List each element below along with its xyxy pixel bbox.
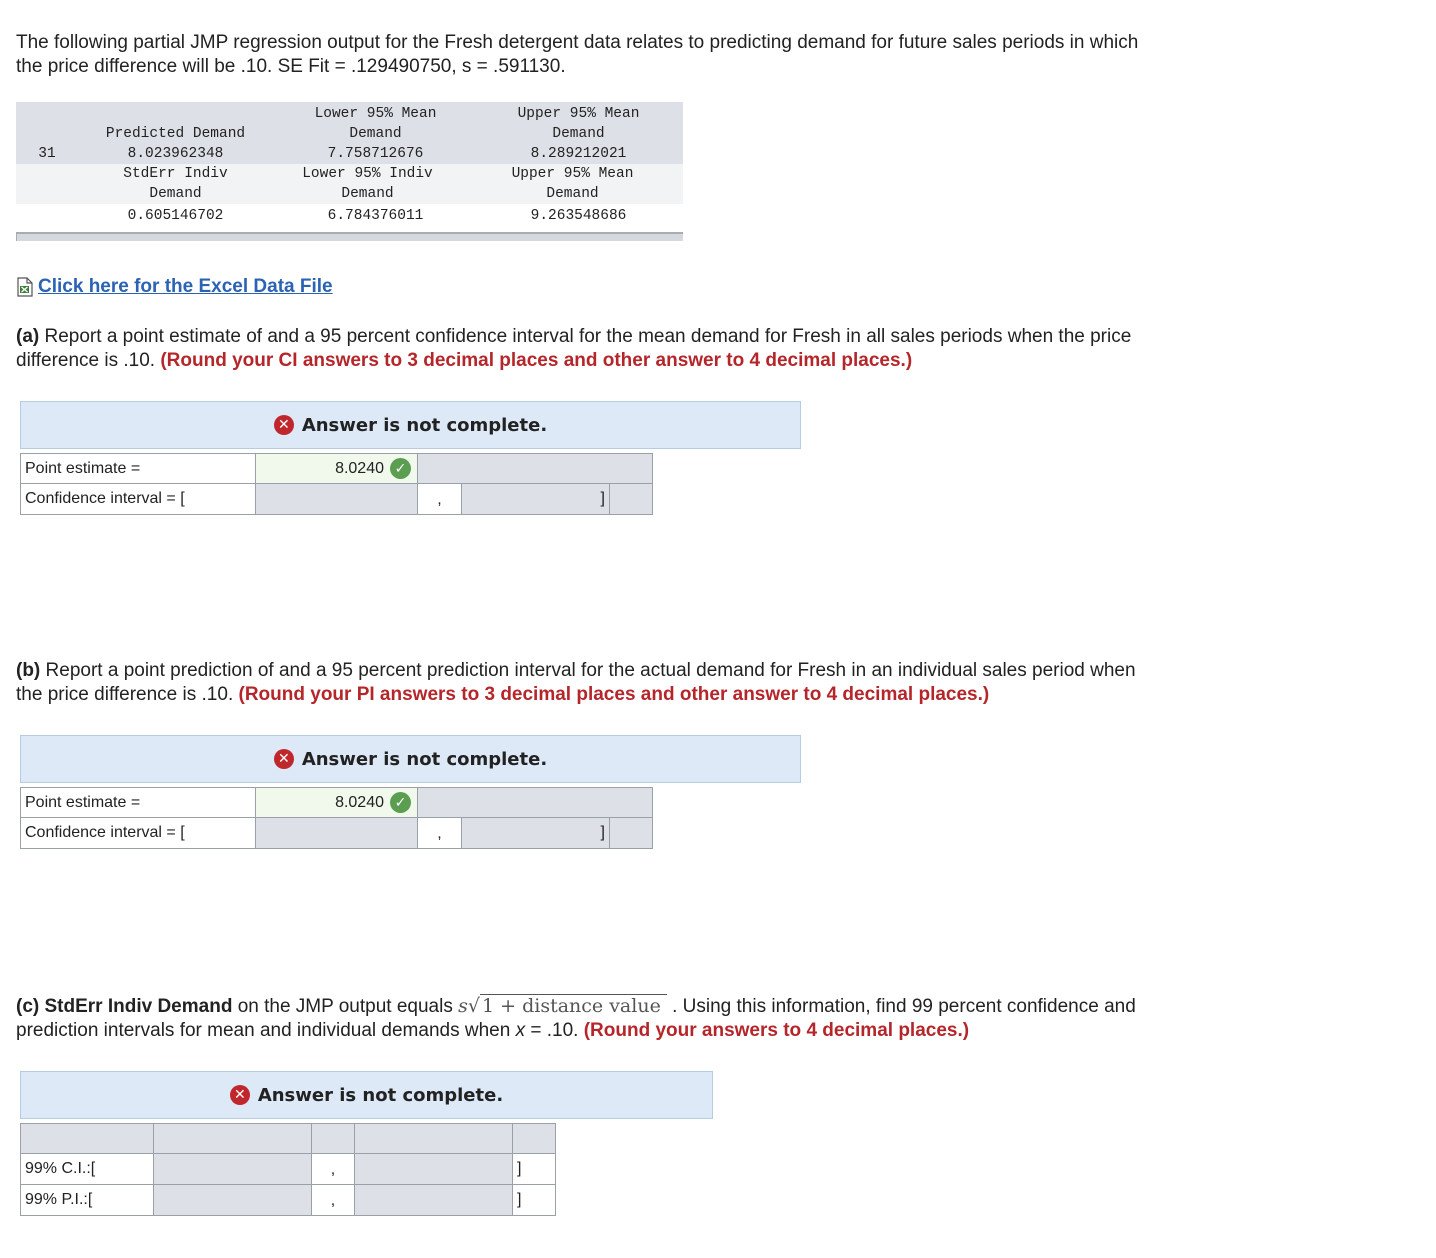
part-c-tag: (c) StdErr Indiv Demand	[16, 996, 233, 1017]
part-b-line-1: Report a point prediction of and a 95 percent prediction interval for the actual demand for Fresh in an individual sales period when	[40, 660, 1136, 681]
jmp-h-se-1: StdErr Indiv	[123, 166, 228, 182]
part-b-ci-row	[20, 818, 653, 849]
part-c-line-2a: prediction intervals for mean and individual demands when	[16, 1020, 516, 1041]
part-c-banner-text: Answer is not complete.	[257, 1084, 504, 1106]
check-icon: ✓	[390, 458, 411, 479]
jmp-v-upper-indiv: 9.263548686	[530, 208, 627, 224]
excel-data-link[interactable]	[16, 276, 333, 298]
part-a-ci-label: Confidence interval = [	[20, 484, 256, 515]
part-a-empty-cell	[418, 453, 653, 484]
jmp-h-lower-mean-2: Demand	[349, 126, 402, 142]
part-c-ci-row	[20, 1154, 556, 1185]
part-a-ci-close: ]	[600, 490, 605, 507]
excel-link-label[interactable]: Click here for the Excel Data File	[38, 276, 333, 297]
jmp-indiv-value-row	[16, 204, 683, 232]
part-c-round: (Round your answers to 4 decimal places.)	[583, 1020, 970, 1041]
part-c-line-2b: = .10.	[525, 1020, 584, 1041]
part-a-round: (Round your CI answers to 3 decimal places and other answer to 4 decimal places.)	[160, 350, 913, 371]
jmp-v-lower-indiv: 6.784376011	[327, 208, 424, 224]
part-c-pi-label: 99% P.I.:[	[20, 1185, 154, 1216]
jmp-v-lower-mean: 7.758712676	[327, 146, 424, 162]
jmp-v-upper-mean: 8.289212021	[530, 146, 627, 162]
part-c-header-cell-4	[355, 1123, 513, 1154]
part-b-status-banner	[20, 735, 801, 783]
part-a-line-1: Report a point estimate of and a 95 percent confidence interval for the mean demand for Fresh in all sales periods when the price	[39, 326, 1132, 347]
check-icon: ✓	[390, 792, 411, 813]
part-b-point-row	[20, 787, 653, 818]
error-x-icon: ✕	[274, 749, 294, 769]
part-c-pi-comma: ,	[312, 1185, 355, 1216]
jmp-row-id: 31	[38, 146, 56, 162]
intro-line-1: The following partial JMP regression output for the Fresh detergent data relates to predicting demand for future sales periods in which	[16, 32, 1139, 53]
intro-text	[16, 31, 1138, 79]
part-a-ci-spare-cell	[610, 484, 653, 515]
formula-s: s	[458, 995, 468, 1017]
part-a-point-value: 8.0240	[335, 459, 384, 477]
jmp-h-lower-mean-1: Lower 95% Mean	[314, 106, 437, 122]
part-a-tag: (a)	[16, 326, 40, 347]
part-a-ci-row	[20, 484, 653, 515]
part-b-ci-lower-input[interactable]	[256, 818, 418, 849]
jmp-indiv-header-row	[16, 164, 683, 204]
part-c-pi-close: ]	[513, 1185, 556, 1216]
part-c-header-cell-5	[513, 1123, 556, 1154]
jmp-v-pred: 8.023962348	[127, 146, 224, 162]
part-c-pi-lower-input[interactable]	[154, 1185, 312, 1216]
error-x-icon: ✕	[230, 1085, 250, 1105]
part-c-ci-upper-input[interactable]	[355, 1154, 513, 1185]
part-c-ci-close: ]	[513, 1154, 556, 1185]
part-b-tag: (b)	[16, 660, 41, 681]
jmp-h-upper-indiv-2: Demand	[546, 186, 599, 202]
part-c-line-1a: on the JMP output equals	[232, 996, 459, 1017]
part-b-point-label: Point estimate =	[20, 787, 256, 818]
part-b-ci-comma: ,	[418, 818, 462, 849]
intro-line-2: the price difference will be .10. SE Fit = .129490750, s = .591130.	[16, 56, 566, 77]
jmp-header-row	[16, 102, 683, 164]
part-c-pi-row	[20, 1185, 556, 1216]
jmp-output-table	[16, 102, 683, 241]
part-c-ci-label: 99% C.I.:[	[20, 1154, 154, 1185]
part-c-header-cell-1	[20, 1123, 154, 1154]
part-c-x-var: x	[515, 1020, 526, 1041]
part-b-point-value: 8.0240	[335, 793, 384, 811]
part-b-ci-upper-input[interactable]	[462, 818, 610, 849]
part-b-line-2: the price difference is .10.	[16, 684, 239, 705]
part-a-ci-lower-input[interactable]	[256, 484, 418, 515]
jmp-h-upper-mean-1: Upper 95% Mean	[517, 106, 640, 122]
part-b-empty-cell	[418, 787, 653, 818]
part-a-ci-upper-input[interactable]	[462, 484, 610, 515]
part-b-ci-label: Confidence interval = [	[20, 818, 256, 849]
formula: s√ 1 + distance value	[458, 994, 667, 1017]
part-c-header-row	[20, 1123, 556, 1154]
jmp-h-lower-indiv-1: Lower 95% Indiv	[302, 166, 433, 182]
excel-file-icon	[16, 277, 34, 297]
jmp-v-se: 0.605146702	[127, 208, 224, 224]
part-b-ci-close: ]	[600, 824, 605, 841]
part-c-status-banner	[20, 1071, 713, 1119]
jmp-h-se-2: Demand	[149, 186, 202, 202]
part-c-ci-lower-input[interactable]	[154, 1154, 312, 1185]
part-b-point-input[interactable]	[256, 787, 418, 818]
part-a-line-2: difference is .10.	[16, 350, 161, 371]
jmp-h-lower-indiv-2: Demand	[341, 186, 394, 202]
part-a-point-label: Point estimate =	[20, 453, 256, 484]
jmp-h-upper-indiv-1: Upper 95% Mean	[511, 166, 634, 182]
jmp-h-pred: Predicted Demand	[105, 126, 246, 142]
part-b-banner-text: Answer is not complete.	[301, 748, 548, 770]
part-c-ci-comma: ,	[312, 1154, 355, 1185]
part-a-point-row	[20, 453, 653, 484]
part-c-header-cell-2	[154, 1123, 312, 1154]
jmp-h-upper-mean-2: Demand	[552, 126, 605, 142]
part-c-pi-upper-input[interactable]	[355, 1185, 513, 1216]
part-b-round: (Round your PI answers to 3 decimal places and other answer to 4 decimal places.)	[238, 684, 990, 705]
part-c-question	[16, 994, 1136, 1043]
part-b-question	[16, 659, 1136, 707]
error-x-icon: ✕	[274, 415, 294, 435]
part-a-point-input[interactable]	[256, 453, 418, 484]
part-c-header-cell-3	[312, 1123, 355, 1154]
part-c-line-1b: . Using this information, find 99 percent confidence and	[666, 996, 1136, 1017]
formula-root: 1 + distance value	[480, 994, 667, 1017]
part-a-ci-comma: ,	[418, 484, 462, 515]
part-a-question	[16, 325, 1131, 373]
part-a-banner-text: Answer is not complete.	[301, 414, 548, 436]
jmp-scrollbar[interactable]	[16, 232, 683, 241]
part-a-status-banner	[20, 401, 801, 449]
part-b-ci-spare-cell	[610, 818, 653, 849]
